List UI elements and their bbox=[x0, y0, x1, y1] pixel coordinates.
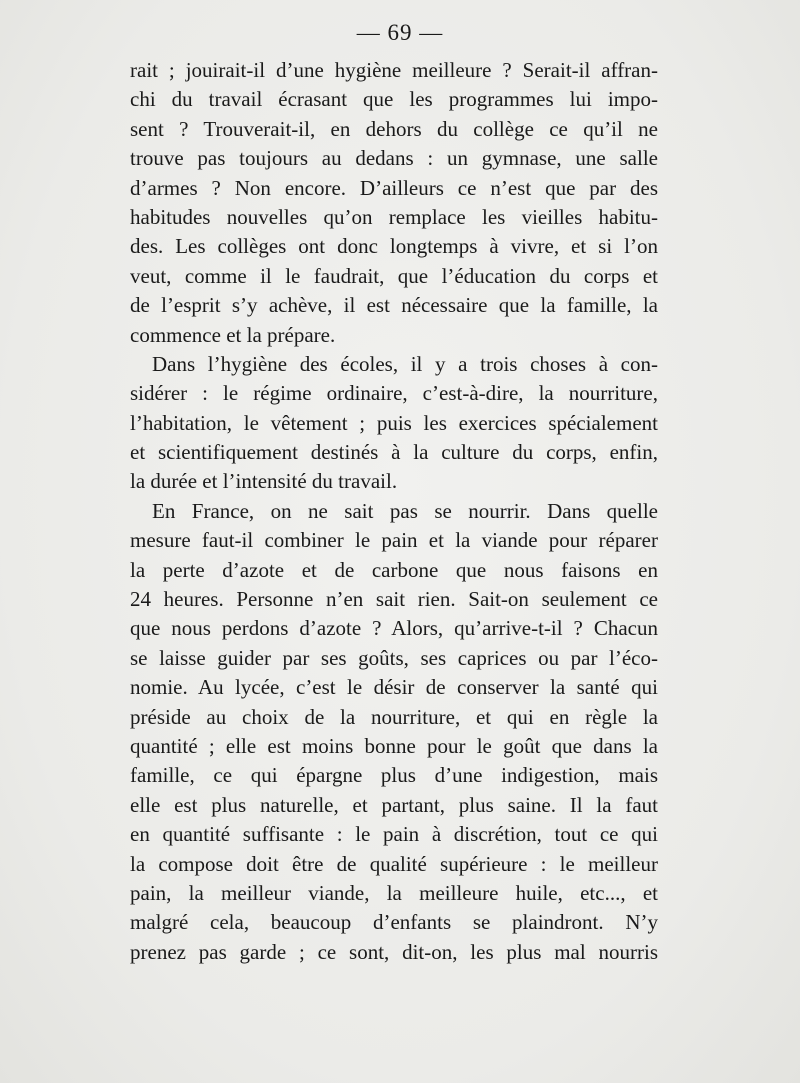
text-line: quantité ; elle est moins bonne pour le goût que dans la bbox=[130, 733, 658, 758]
text-line: Dans l’hygiène des écoles, il y a trois choses à con- bbox=[152, 351, 658, 376]
text-line: chi du travail écrasant que les programmes lui impo- bbox=[130, 87, 658, 112]
text-line: commence et la prépare. bbox=[130, 322, 336, 347]
text-line: trouve pas toujours au dedans : un gymnase, une salle bbox=[130, 146, 658, 171]
text-line: sidérer : le régime ordinaire, c’est-à-dire, la nourriture, bbox=[130, 381, 658, 406]
text-line: l’habitation, le vêtement ; puis les exercices spécialement bbox=[130, 410, 658, 435]
text-line: la perte d’azote et de carbone que nous faisons en bbox=[130, 557, 658, 582]
text-line: la compose doit être de qualité supérieure : le meilleur bbox=[130, 851, 658, 876]
text-line: veut, comme il le faudrait, que l’éducation du corps et bbox=[130, 263, 658, 288]
text-line: d’armes ? Non encore. D’ailleurs ce n’est que par des bbox=[130, 175, 658, 200]
text-line: nomie. Au lycée, c’est le désir de conserver la santé qui bbox=[130, 675, 658, 700]
text-line: se laisse guider par ses goûts, ses caprices ou par l’éco- bbox=[130, 645, 658, 670]
text-line: malgré cela, beaucoup d’enfants se plaindront. N’y bbox=[130, 910, 658, 935]
text-line: En France, on ne sait pas se nourrir. Dans quelle bbox=[152, 498, 658, 523]
text-line: prenez pas garde ; ce sont, dit-on, les plus mal nourris bbox=[130, 939, 658, 964]
text-line: rait ; jouirait-il d’une hygiène meilleure ? Serait-il affran- bbox=[130, 58, 658, 82]
text-line: des. Les collèges ont donc longtemps à vivre, et si l’on bbox=[130, 234, 658, 259]
text-line: que nous perdons d’azote ? Alors, qu’arrive-t-il ? Chacun bbox=[130, 616, 658, 641]
text-line: sent ? Trouverait-il, en dehors du collège ce qu’il ne bbox=[130, 116, 658, 141]
text-line: pain, la meilleur viande, la meilleure huile, etc..., et bbox=[130, 880, 658, 905]
text-line: en quantité suffisante : le pain à discrétion, tout ce qui bbox=[130, 822, 658, 847]
text-line: et scientifiquement destinés à la culture du corps, enfin, bbox=[130, 440, 658, 465]
text-line: la durée et l’intensité du travail. bbox=[130, 469, 398, 494]
page-body-text bbox=[130, 56, 658, 967]
text-line: elle est plus naturelle, et partant, plus saine. Il la faut bbox=[130, 792, 658, 817]
text-line: de l’esprit s’y achève, il est nécessaire que la famille, la bbox=[130, 293, 658, 318]
text-line: habitudes nouvelles qu’on remplace les vieilles habitu- bbox=[130, 204, 658, 229]
text-line: 24 heures. Personne n’en sait rien. Sait-on seulement ce bbox=[130, 587, 658, 612]
page-number: — 69 — bbox=[356, 20, 444, 45]
text-line: mesure faut-il combiner le pain et la viande pour réparer bbox=[130, 528, 658, 553]
text-line: préside au choix de la nourriture, et qui en règle la bbox=[130, 704, 658, 729]
text-line: famille, ce qui épargne plus d’une indigestion, mais bbox=[130, 763, 658, 788]
